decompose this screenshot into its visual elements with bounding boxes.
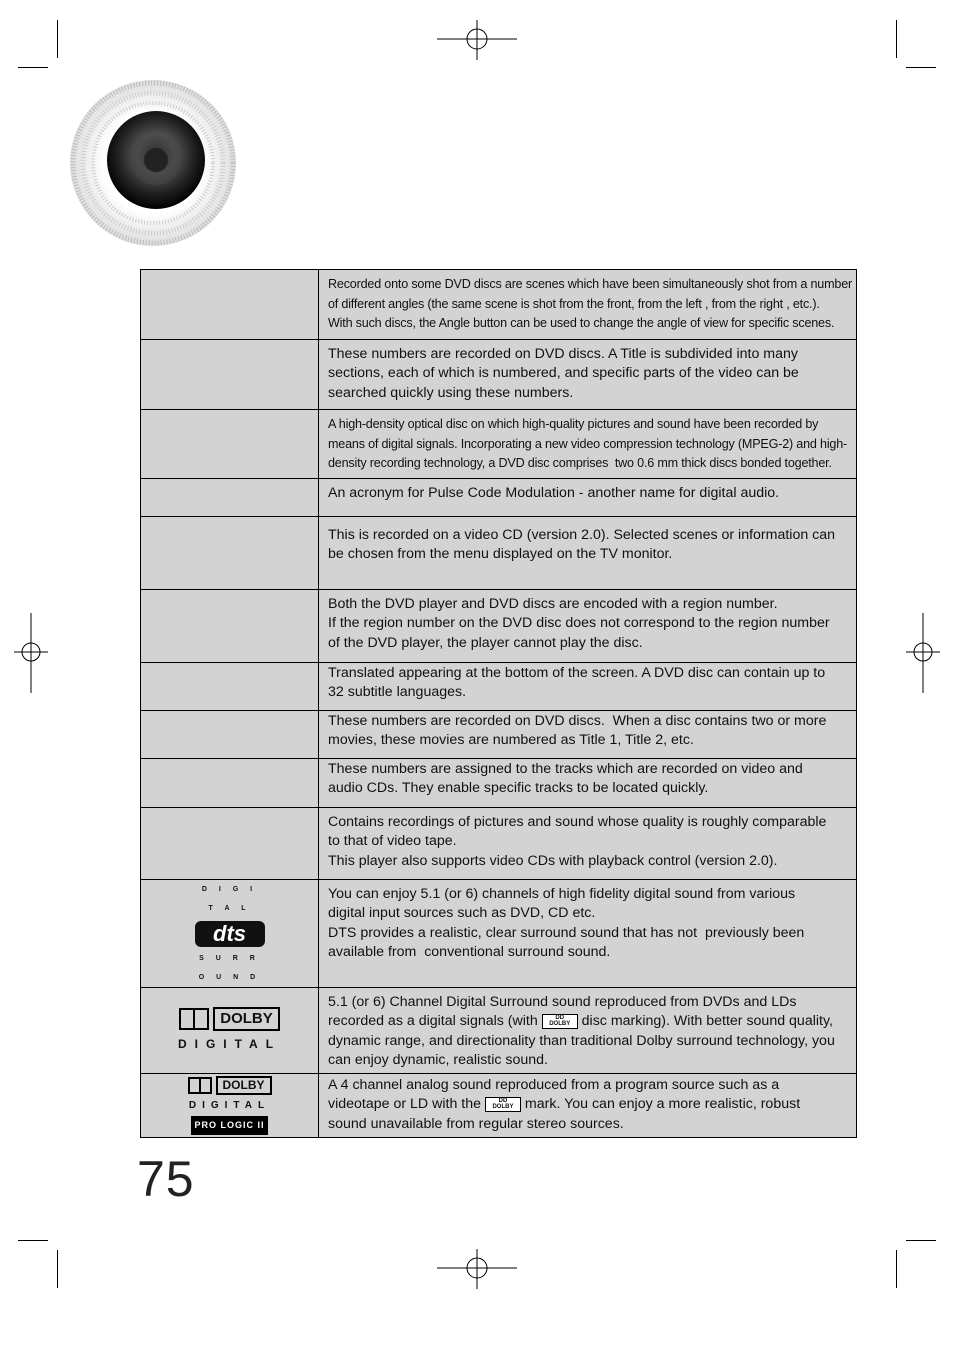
dts-logo-bottom-text: S U R R O U N D	[198, 954, 261, 981]
definition-cell	[319, 479, 857, 517]
term-cell	[141, 410, 319, 479]
page-number: 75	[137, 1151, 195, 1207]
definition-line: A high-density optical disc on which high-quality pictures and sound have been recorded by	[328, 417, 819, 431]
term-cell-dolby-prologic	[141, 1074, 319, 1138]
definition-line: sections, each of which is numbered, and specific parts of the video can be	[328, 365, 799, 382]
table-row	[141, 808, 857, 880]
definition-line: These numbers are recorded on DVD discs. When a disc contains two or more	[328, 713, 827, 729]
table-row	[141, 517, 857, 590]
definition-line: digital input sources such as DVD, CD etc.	[328, 905, 596, 922]
definition-line-with-logo	[328, 1012, 846, 1031]
definition-line: DTS provides a realistic, clear surround sound that has not previously been	[328, 924, 805, 941]
crop-mark	[18, 67, 48, 68]
definition-cell	[319, 1074, 857, 1138]
crop-mark	[18, 1240, 48, 1241]
definition-cell	[319, 340, 857, 410]
definition-cell	[319, 759, 857, 808]
definition-line: movies, these movies are numbered as Title 1, Title 2, etc.	[328, 732, 694, 749]
registration-mark-left	[14, 613, 48, 693]
crop-mark	[896, 20, 897, 58]
dolby-digital-inline-icon: DD DOLBY	[542, 1014, 578, 1029]
speaker-graphic	[68, 78, 238, 248]
definition-line: These numbers are recorded on DVD discs. A Title is subdivided into many	[328, 346, 798, 362]
registration-mark-right	[906, 613, 940, 693]
table-row	[141, 988, 857, 1074]
definition-line: available from conventional surround sound.	[328, 943, 611, 960]
term-cell	[141, 340, 319, 410]
term-cell-dolby-digital	[141, 988, 319, 1074]
definition-line: Recorded onto some DVD discs are scenes which have been simultaneously shot from a number	[328, 277, 853, 291]
definition-line: can enjoy dynamic, realistic sound.	[328, 1052, 549, 1069]
dolby-logo-word: DOLBY	[213, 1007, 280, 1031]
crop-mark	[57, 1250, 58, 1288]
definition-cell	[319, 880, 857, 988]
table-row	[141, 340, 857, 410]
term-cell	[141, 808, 319, 880]
crop-mark	[896, 1250, 897, 1288]
term-cell	[141, 711, 319, 759]
definition-line: searched quickly using these numbers.	[328, 384, 574, 401]
definition-line-suffix: disc marking). With better sound quality,	[581, 1013, 833, 1030]
crop-mark	[57, 20, 58, 58]
definition-line: be chosen from the menu displayed on the TV monitor.	[328, 546, 673, 563]
definition-line: 32 subtitle languages.	[328, 684, 467, 701]
table-row	[141, 590, 857, 663]
table-row	[141, 479, 857, 517]
prologic-badge: PRO LOGIC II	[191, 1116, 267, 1135]
term-cell	[141, 270, 319, 340]
dolby-prologic-inline-icon: DD DOLBY	[485, 1097, 521, 1112]
definition-line: of the DVD player, the player cannot play the disc.	[328, 634, 643, 651]
double-d-icon	[188, 1077, 212, 1094]
definition-line: 5.1 (or 6) Channel Digital Surround sound reproduced from DVDs and LDs	[328, 994, 797, 1011]
crop-mark	[906, 67, 936, 68]
definition-line: Translated appearing at the bottom of the screen. A DVD disc can contain up to	[328, 665, 826, 681]
definition-line-prefix: videotape or LD with the	[328, 1096, 482, 1113]
table-row	[141, 759, 857, 808]
definition-line: audio CDs. They enable specific tracks to be located quickly.	[328, 780, 709, 797]
definition-line: Contains recordings of pictures and sound whose quality is roughly comparable	[328, 814, 827, 830]
definition-line: A 4 channel analog sound reproduced from a program source such as a	[328, 1077, 780, 1094]
definition-line: means of digital signals. Incorporating a new video compression technology (MPEG-2) and high-	[328, 436, 848, 451]
definition-cell	[319, 590, 857, 663]
table-row	[141, 711, 857, 759]
definition-line: You can enjoy 5.1 (or 6) channels of high fidelity digital sound from various	[328, 886, 796, 902]
definition-cell	[319, 988, 857, 1074]
definition-line: density recording technology, a DVD disc comprises two 0.6 mm thick discs bonded together.	[328, 456, 832, 470]
definition-line: to that of video tape.	[328, 833, 457, 850]
registration-mark-top	[437, 20, 517, 60]
term-cell	[141, 663, 319, 711]
definition-cell	[319, 808, 857, 880]
table-row	[141, 1074, 857, 1138]
table-row	[141, 270, 857, 340]
definition-cell	[319, 517, 857, 590]
dts-logo-top-text: D I G I T A L	[201, 886, 258, 913]
table-row	[141, 410, 857, 479]
glossary-table	[140, 269, 857, 1138]
definition-line: If the region number on the DVD disc does not correspond to the region number	[328, 615, 830, 632]
definition-line-suffix: mark. You can enjoy a more realistic, robust	[524, 1096, 801, 1113]
definition-line: An acronym for Pulse Code Modulation - another name for digital audio.	[328, 485, 780, 501]
definition-line: These numbers are assigned to the tracks which are recorded on video and	[328, 761, 803, 777]
definition-line: Both the DVD player and DVD discs are encoded with a region number.	[328, 596, 778, 612]
definition-cell	[319, 270, 857, 340]
table-row	[141, 663, 857, 711]
double-d-icon	[179, 1008, 209, 1030]
registration-mark-bottom	[437, 1249, 517, 1289]
definition-line: With such discs, the Angle button can be used to change the angle of view for specific scenes.	[328, 316, 835, 330]
dts-logo-mark: dts	[195, 921, 265, 947]
definition-cell	[319, 711, 857, 759]
definition-cell	[319, 410, 857, 479]
term-cell	[141, 479, 319, 517]
dolby-logo-digital: DIGITAL	[188, 1099, 271, 1111]
definition-line-prefix: recorded as a digital signals (with	[328, 1013, 538, 1030]
definition-line: This player also supports video CDs with playback control (version 2.0).	[328, 852, 778, 869]
term-cell-dts	[141, 880, 319, 988]
dolby-logo-word: DOLBY	[216, 1076, 272, 1095]
term-cell	[141, 590, 319, 663]
dolby-digital-logo	[178, 1007, 281, 1054]
crop-mark	[906, 1240, 936, 1241]
definition-line: dynamic range, and directionality than traditional Dolby surround technology, you	[328, 1032, 835, 1049]
dolby-prologic-logo	[188, 1076, 272, 1136]
definition-line: This is recorded on a video CD (version 2.0). Selected scenes or information can	[328, 527, 836, 543]
definition-line-with-logo	[328, 1095, 846, 1114]
term-cell	[141, 517, 319, 590]
definition-line: of different angles (the same scene is shot from the front, from the left , from the right , etc.).	[328, 296, 820, 311]
term-cell	[141, 759, 319, 808]
dts-digital-surround-logo	[195, 880, 265, 987]
definition-line: sound unavailable from regular stereo sources.	[328, 1115, 624, 1132]
definition-cell	[319, 663, 857, 711]
table-row	[141, 880, 857, 988]
dolby-logo-digital: DIGITAL	[177, 1037, 282, 1052]
